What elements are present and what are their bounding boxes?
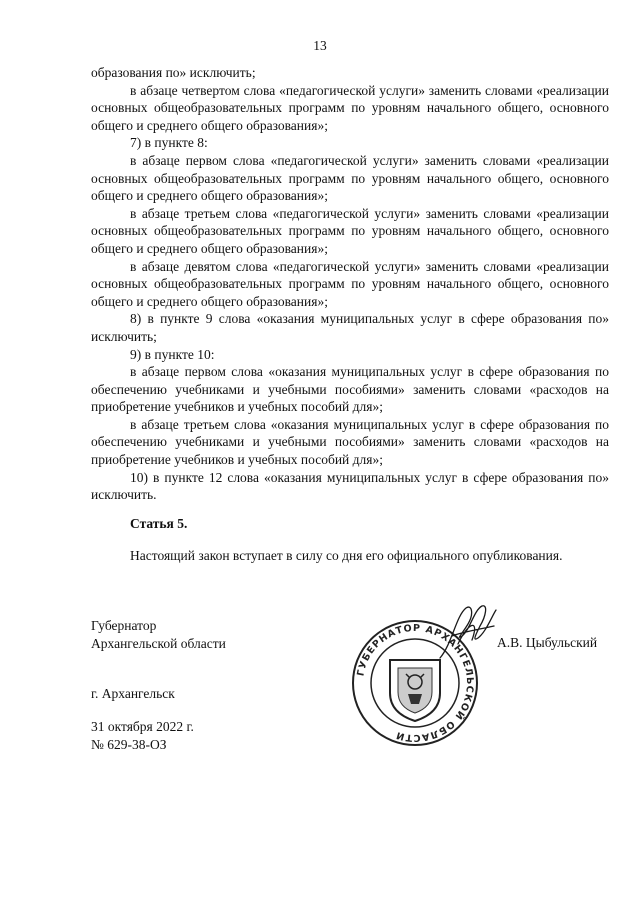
governor-name: А.В. Цыбульский [497, 635, 598, 650]
paragraph-6: 8) в пункте 9 слова «оказания муниципальных услуг в сфере образования по» исключить; [91, 311, 609, 344]
governor-title-line1: Губернатор [91, 618, 157, 633]
paragraph-9: в абзаце третьем слова «оказания муниципальных услуг в сфере образования по обеспечению учебниками и учебными пособиями» заменить словами «расходов на приобретение учебников и учебных пособий для»; [91, 416, 609, 468]
paragraph-5: в абзаце девятом слова «педагогической услуги» заменить словами «реализации основных общеобразовательных программ по уровням начального общего, основного общего и среднего общего образования»; [91, 258, 609, 309]
city: г. Архангельск [91, 686, 175, 701]
paragraph-4: в абзаце третьем слова «педагогической услуги» заменить словами «реализации основных общеобразовательных программ по уровням начального общего, основного общего и среднего общего образования»; [91, 205, 609, 256]
law-date: 31 октября 2022 г. [91, 719, 194, 734]
coat-of-arms-icon [390, 660, 440, 721]
final-provision: Настоящий закон вступает в силу со дня его официального опубликования. [130, 548, 563, 563]
paragraph-1: в абзаце четвертом слова «педагогической услуги» заменить словами «реализации основных общеобразовательных программ по уровням начального общего, основного общего и среднего общего образования»; [91, 82, 609, 133]
paragraph-3: в абзаце первом слова «педагогической услуги» заменить словами «реализации основных общеобразовательных программ по уровням начального общего, основного общего и среднего общего образования»; [91, 152, 609, 204]
article-heading: Статья 5. [130, 516, 188, 531]
paragraph-7: 9) в пункте 10: [130, 346, 215, 362]
governor-title-line2: Архангельской области [91, 636, 226, 651]
seal-text: ГУБЕРНАТОР АРХАНГЕЛЬСКОЙ ОБЛАСТИ [355, 622, 476, 744]
law-number: № 629-38-ОЗ [91, 737, 167, 752]
paragraph-0: образования по» исключить; [91, 65, 256, 80]
amendments-text [91, 64, 609, 504]
page-number: 13 [313, 38, 327, 53]
governor-title [91, 617, 226, 653]
paragraph-2: 7) в пункте 8: [130, 135, 208, 151]
signature-icon [432, 596, 502, 666]
paragraph-10: 10) в пункте 12 слова «оказания муниципальных услуг в сфере образования по» исключить. [91, 469, 609, 503]
paragraph-8: в абзаце первом слова «оказания муниципальных услуг в сфере образования по обеспечению учебниками и учебными пособиями» заменить словами «расходов на приобретение учебников и учебных пособий для»; [91, 364, 609, 415]
